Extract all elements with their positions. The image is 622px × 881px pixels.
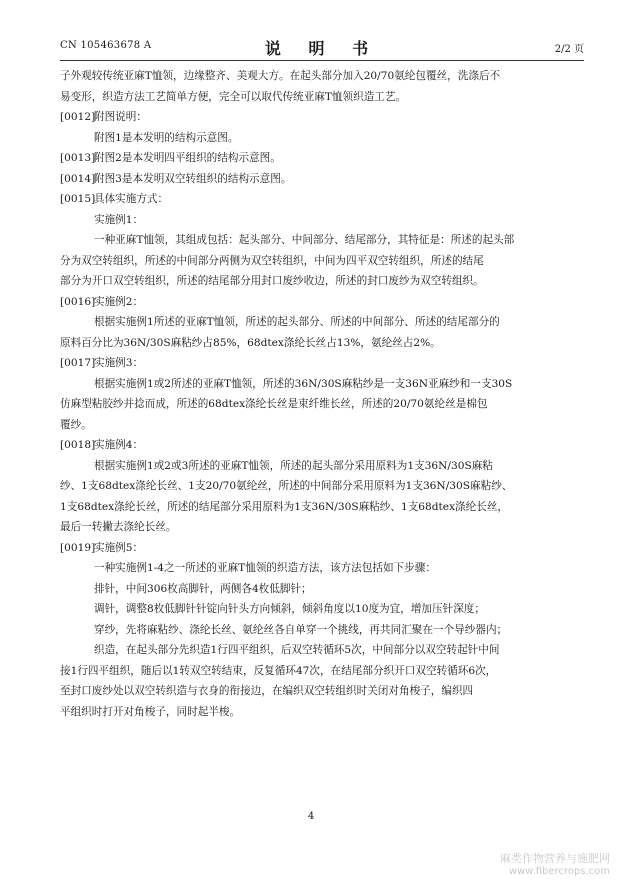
text-span: 接1行四平组织，随后以1转双空转结束，反复循环47次，在结尾部分织开口双空转循环6次，	[60, 664, 497, 677]
text-span: 织造，在起头部分先织造1行四平组织，后双空转循环5次，中间部分以双空转起针中间	[94, 644, 500, 656]
text-line	[60, 169, 584, 190]
text-span: 1支68dtex涤纶长丝，所述的结尾部分采用原料为1支36N/30S麻粘纱、1支68dtex涤纶长丝，	[60, 500, 509, 513]
text-line	[60, 230, 584, 251]
text-line	[60, 271, 584, 292]
text-span: 分为双空转组织，所述的中间部分两侧为双空转组织，中间为四平双空转组织，所述的结尾	[60, 254, 484, 267]
text-span: 一种实施例1-4之一所述的亚麻T恤领的织造方法，该方法包括如下步骤：	[94, 562, 436, 574]
text-line	[60, 702, 584, 723]
page-number: 4	[307, 811, 315, 822]
text-span: 部分为开口双空转组织，所述的结尾部分用封口废纱收边，所述的封口废纱为双空转组织。	[60, 275, 484, 287]
document-body	[60, 66, 584, 722]
text-span: 实施例1：	[94, 213, 144, 226]
watermark-site-name: 麻类作物营养与施肥网	[500, 852, 610, 865]
text-span: 实施例4：	[94, 439, 144, 451]
paragraph-number: [0019]	[60, 541, 96, 554]
header-divider	[60, 60, 584, 61]
text-line	[60, 189, 584, 210]
text-span: 穿纱，先将麻粘纱、涤纶长丝、氨纶丝各自单穿一个挑线，再共同汇聚在一个导纱器内；	[94, 623, 508, 636]
page-indicator: 2/2 页	[554, 44, 584, 55]
text-line	[60, 435, 584, 456]
text-line	[60, 66, 584, 87]
text-span: 附图说明：	[94, 111, 147, 123]
text-line	[60, 579, 584, 600]
text-span: 根据实施例1或2所述的亚麻T恤领，所述的36N/30S麻粘纱是一支36N亚麻纱和一支30S	[94, 377, 513, 390]
paragraph-number: [0017]	[60, 357, 96, 369]
publication-number: CN 105463678 A	[60, 40, 152, 51]
text-line	[60, 312, 584, 333]
text-line	[60, 661, 584, 682]
text-line	[60, 394, 584, 415]
text-line	[60, 107, 584, 128]
text-line	[60, 415, 584, 436]
text-line	[60, 148, 584, 169]
text-span: 至封口废纱处以双空转织造与衣身的衔接边，在编织双空转组织时关闭对角梭子，编织四	[60, 685, 474, 697]
watermark	[500, 852, 610, 878]
paragraph-number: [0014]	[60, 172, 96, 185]
watermark-url: www.fibercrops.com	[508, 866, 610, 877]
text-span: 附图3是本发明双空转组织的结构示意图。	[94, 172, 292, 185]
text-line	[60, 681, 584, 702]
text-span: 实施例3：	[94, 357, 144, 369]
paragraph-number: [0013]	[60, 152, 96, 164]
text-line	[60, 353, 584, 374]
text-line	[60, 497, 584, 518]
text-line	[60, 640, 584, 661]
document-title: 说 明 书	[264, 39, 380, 58]
text-line	[60, 599, 584, 620]
text-line	[60, 128, 584, 149]
text-span: 具体实施方式：	[94, 193, 169, 205]
text-span: 易变形，织造方法工艺简单方便，完全可以取代传统亚麻T恤领织造工艺。	[60, 90, 407, 103]
paragraph-number: [0015]	[60, 193, 96, 205]
paragraph-number: [0018]	[60, 439, 96, 451]
text-span: 最后一转撇去涤纶长丝。	[60, 521, 177, 533]
text-line	[60, 374, 584, 395]
paragraph-number: [0012]	[60, 111, 96, 123]
text-span: 调针，调整8枚低脚针针锭向针头方向倾斜，倾斜角度以10度为宜，增加压针深度；	[94, 603, 485, 615]
text-line	[60, 292, 584, 313]
text-line	[60, 476, 584, 497]
text-span: 排针，中间306枚高脚针，两侧各4枚低脚针；	[94, 582, 312, 595]
text-line	[60, 333, 584, 354]
text-line	[60, 210, 584, 231]
text-span: 附图1是本发明的结构示意图。	[94, 131, 239, 144]
text-span: 纱、1支68dtex涤纶长丝、1支20/70氨纶丝，所述的中间部分采用原料为1支36N/30S麻粘纱、	[60, 480, 513, 492]
text-line	[60, 620, 584, 641]
text-span: 附图2是本发明四平组织的结构示意图。	[94, 152, 281, 164]
text-span: 根据实施例1或2或3所述的亚麻T恤领，所述的起头部分采用原料为1支36N/30S麻粘	[94, 459, 493, 472]
text-line	[60, 251, 584, 272]
page-header	[60, 36, 584, 58]
text-span: 平组织时打开对角梭子，同时起半梭。	[60, 705, 241, 718]
text-span: 根据实施例1所述的亚麻T恤领，所述的起头部分、所述的中间部分、所述的结尾部分的	[94, 316, 500, 328]
text-line	[60, 87, 584, 108]
text-span: 覆纱。	[60, 418, 92, 431]
paragraph-number: [0016]	[60, 295, 96, 308]
text-span: 实施例5：	[94, 541, 144, 554]
text-line	[60, 538, 584, 559]
text-line	[60, 456, 584, 477]
text-span: 实施例2：	[94, 295, 144, 308]
text-line	[60, 517, 584, 538]
text-span: 原料百分比为36N/30S麻粘纱占85%，68dtex涤纶长丝占13%，氨纶丝占2%。	[60, 336, 441, 349]
text-span: 子外观较传统亚麻T恤领，边缘整齐、美观大方。在起头部分加入20/70氨纶包覆丝，洗涤后不	[60, 70, 501, 82]
text-span: 一种亚麻T恤领，其组成包括：起头部分、中间部分、结尾部分，其特征是：所述的起头部	[94, 234, 515, 246]
text-span: 仿麻型粘胶纱并捻而成，所述的68dtex涤纶长丝是束纤维长丝，所述的20/70氨纶丝是棉包	[60, 398, 488, 410]
text-line	[60, 558, 584, 579]
